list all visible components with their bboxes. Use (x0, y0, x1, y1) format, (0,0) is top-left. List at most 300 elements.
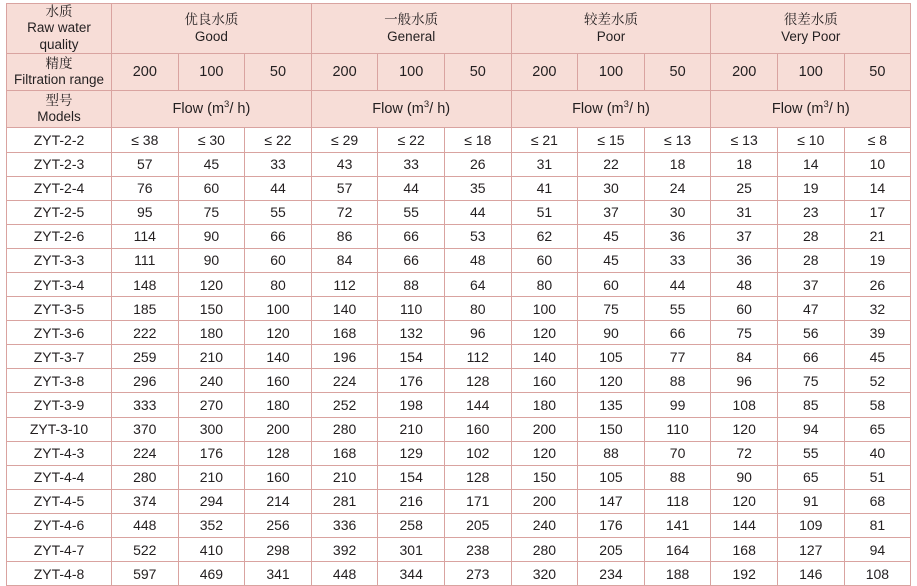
cell-flow-value: 110 (378, 297, 445, 321)
header-cell-range-value: 50 (444, 54, 511, 91)
cell-flow-value: 214 (245, 489, 312, 513)
cell-flow-value: 240 (511, 513, 578, 537)
cell-flow-value: 65 (844, 417, 911, 441)
table-row (7, 417, 911, 441)
table-row (7, 176, 911, 200)
header-cell-range-value: 100 (378, 54, 445, 91)
label-cn: 型号 (45, 92, 73, 108)
cell-model: ZYT-4-5 (7, 489, 112, 513)
cell-flow-value: 105 (578, 345, 645, 369)
cell-flow-value: ≤ 21 (511, 128, 578, 152)
cell-flow-value: 150 (511, 465, 578, 489)
table-row (7, 200, 911, 224)
cell-flow-value: 75 (578, 297, 645, 321)
cell-flow-value: 132 (378, 321, 445, 345)
cell-flow-value: 154 (378, 465, 445, 489)
cell-flow-value: 108 (711, 393, 778, 417)
cell-flow-value: 24 (644, 176, 711, 200)
cell-flow-value: 88 (578, 441, 645, 465)
cell-flow-value: 19 (844, 248, 911, 272)
cell-flow-value: 300 (178, 417, 245, 441)
cell-flow-value: 112 (444, 345, 511, 369)
label-en: Poor (596, 28, 626, 44)
cell-flow-value: 128 (444, 369, 511, 393)
table-row (7, 513, 911, 537)
header-cell-flow-poor (511, 91, 711, 128)
cell-flow-value: 140 (511, 345, 578, 369)
cell-flow-value: 52 (844, 369, 911, 393)
cell-flow-value: 25 (711, 176, 778, 200)
table-row (7, 393, 911, 417)
cell-flow-value: 147 (578, 489, 645, 513)
cell-flow-value: 216 (378, 489, 445, 513)
cell-flow-value: 129 (378, 441, 445, 465)
cell-flow-value: 296 (112, 369, 179, 393)
cell-flow-value: 448 (311, 562, 378, 586)
cell-flow-value: 26 (444, 152, 511, 176)
cell-model: ZYT-3-5 (7, 297, 112, 321)
table-row (7, 489, 911, 513)
cell-flow-value: 80 (245, 272, 312, 296)
cell-flow-value: 75 (711, 321, 778, 345)
cell-flow-value: 333 (112, 393, 179, 417)
table-row (7, 128, 911, 152)
cell-flow-value: 66 (378, 224, 445, 248)
cell-flow-value: 84 (711, 345, 778, 369)
cell-flow-value: 120 (245, 321, 312, 345)
cell-flow-value: 259 (112, 345, 179, 369)
cell-flow-value: 210 (178, 465, 245, 489)
cell-flow-value: 28 (777, 248, 844, 272)
cell-model: ZYT-3-6 (7, 321, 112, 345)
cell-flow-value: 280 (112, 465, 179, 489)
flow-unit-label: Flow ($m^3/$ h) (771, 99, 850, 118)
cell-flow-value: 80 (511, 272, 578, 296)
cell-model: ZYT-3-3 (7, 248, 112, 272)
cell-flow-value: 68 (844, 489, 911, 513)
cell-flow-value: 26 (844, 272, 911, 296)
cell-flow-value: 200 (511, 489, 578, 513)
flow-unit-label: Flow ($m^3/$ h) (572, 99, 650, 118)
cell-flow-value: 176 (178, 441, 245, 465)
cell-flow-value: 66 (378, 248, 445, 272)
cell-flow-value: 58 (844, 393, 911, 417)
cell-flow-value: 370 (112, 417, 179, 441)
cell-flow-value: 135 (578, 393, 645, 417)
cell-flow-value: 392 (311, 538, 378, 562)
cell-flow-value: 100 (245, 297, 312, 321)
cell-model: ZYT-2-6 (7, 224, 112, 248)
cell-flow-value: 66 (777, 345, 844, 369)
cell-flow-value: 160 (511, 369, 578, 393)
cell-flow-value: 55 (644, 297, 711, 321)
cell-model: ZYT-2-4 (7, 176, 112, 200)
cell-model: ZYT-4-7 (7, 538, 112, 562)
cell-flow-value: 37 (777, 272, 844, 296)
table-row (7, 224, 911, 248)
label-en: Raw water quality (27, 20, 91, 52)
cell-flow-value: 75 (777, 369, 844, 393)
cell-flow-value: 62 (511, 224, 578, 248)
cell-flow-value: 185 (112, 297, 179, 321)
cell-flow-value: 96 (711, 369, 778, 393)
cell-flow-value: 77 (644, 345, 711, 369)
cell-flow-value: 180 (178, 321, 245, 345)
cell-flow-value: 140 (245, 345, 312, 369)
cell-flow-value: 47 (777, 297, 844, 321)
cell-flow-value: 222 (112, 321, 179, 345)
cell-flow-value: 192 (711, 562, 778, 586)
cell-flow-value: 120 (511, 321, 578, 345)
header-cell-range-value: 50 (644, 54, 711, 91)
cell-flow-value: 210 (178, 345, 245, 369)
cell-flow-value: 43 (311, 152, 378, 176)
header-row-filtration-range (7, 54, 911, 91)
cell-flow-value: 294 (178, 489, 245, 513)
cell-flow-value: 301 (378, 538, 445, 562)
cell-flow-value: 41 (511, 176, 578, 200)
cell-flow-value: 88 (644, 369, 711, 393)
table-row (7, 297, 911, 321)
table-row (7, 321, 911, 345)
cell-flow-value: 70 (644, 441, 711, 465)
cell-flow-value: 90 (578, 321, 645, 345)
cell-flow-value: 180 (245, 393, 312, 417)
cell-flow-value: 258 (378, 513, 445, 537)
cell-flow-value: 105 (578, 465, 645, 489)
header-cell-range-value: 200 (711, 54, 778, 91)
cell-flow-value: ≤ 18 (444, 128, 511, 152)
cell-flow-value: 109 (777, 513, 844, 537)
cell-flow-value: 57 (112, 152, 179, 176)
cell-flow-value: 84 (311, 248, 378, 272)
cell-flow-value: 120 (178, 272, 245, 296)
cell-model: ZYT-2-5 (7, 200, 112, 224)
cell-model: ZYT-2-2 (7, 128, 112, 152)
cell-model: ZYT-4-8 (7, 562, 112, 586)
cell-flow-value: 36 (711, 248, 778, 272)
cell-flow-value: 45 (578, 248, 645, 272)
cell-flow-value: 141 (644, 513, 711, 537)
cell-flow-value: 160 (245, 465, 312, 489)
cell-flow-value: 410 (178, 538, 245, 562)
cell-flow-value: 150 (578, 417, 645, 441)
label-en: Very Poor (781, 28, 841, 44)
cell-flow-value: 44 (444, 200, 511, 224)
cell-flow-value: 140 (311, 297, 378, 321)
cell-flow-value: 85 (777, 393, 844, 417)
label-en: Good (194, 28, 228, 44)
cell-flow-value: 39 (844, 321, 911, 345)
cell-flow-value: 374 (112, 489, 179, 513)
header-cell-quality-good (112, 4, 312, 54)
table-row (7, 248, 911, 272)
cell-flow-value: 60 (245, 248, 312, 272)
table-row (7, 272, 911, 296)
cell-flow-value: 32 (844, 297, 911, 321)
cell-flow-value: ≤ 15 (578, 128, 645, 152)
cell-flow-value: 22 (578, 152, 645, 176)
cell-flow-value: 95 (112, 200, 179, 224)
cell-flow-value: 234 (578, 562, 645, 586)
cell-flow-value: 120 (511, 441, 578, 465)
cell-flow-value: 90 (178, 224, 245, 248)
cell-model: ZYT-4-6 (7, 513, 112, 537)
cell-flow-value: 120 (578, 369, 645, 393)
cell-model: ZYT-4-3 (7, 441, 112, 465)
cell-flow-value: 10 (844, 152, 911, 176)
cell-flow-value: 205 (444, 513, 511, 537)
cell-flow-value: 30 (578, 176, 645, 200)
table-row (7, 441, 911, 465)
cell-flow-value: 160 (245, 369, 312, 393)
cell-flow-value: 44 (245, 176, 312, 200)
header-cell-range-value: 200 (511, 54, 578, 91)
header-cell-range-value: 100 (178, 54, 245, 91)
cell-flow-value: ≤ 30 (178, 128, 245, 152)
cell-flow-value: 111 (112, 248, 179, 272)
cell-flow-value: 280 (511, 538, 578, 562)
cell-flow-value: 154 (378, 345, 445, 369)
cell-flow-value: 51 (844, 465, 911, 489)
cell-flow-value: 210 (311, 465, 378, 489)
cell-flow-value: 80 (444, 297, 511, 321)
cell-flow-value: 51 (511, 200, 578, 224)
label-en: General (387, 28, 436, 44)
header-cell-filtration-range (7, 54, 112, 91)
cell-flow-value: 522 (112, 538, 179, 562)
cell-flow-value: 112 (311, 272, 378, 296)
cell-flow-value: 75 (178, 200, 245, 224)
cell-model: ZYT-3-9 (7, 393, 112, 417)
label-cn: 优良水质 (184, 12, 239, 28)
cell-flow-value: 448 (112, 513, 179, 537)
cell-flow-value: 341 (245, 562, 312, 586)
cell-flow-value: 33 (245, 152, 312, 176)
cell-flow-value: 44 (378, 176, 445, 200)
cell-flow-value: 88 (644, 465, 711, 489)
cell-flow-value: 19 (777, 176, 844, 200)
cell-model: ZYT-3-7 (7, 345, 112, 369)
cell-flow-value: 23 (777, 200, 844, 224)
cell-flow-value: 96 (444, 321, 511, 345)
cell-flow-value: 168 (311, 321, 378, 345)
cell-flow-value: 65 (777, 465, 844, 489)
cell-flow-value: 90 (178, 248, 245, 272)
cell-flow-value: 60 (178, 176, 245, 200)
cell-flow-value: 37 (578, 200, 645, 224)
cell-model: ZYT-3-10 (7, 417, 112, 441)
cell-flow-value: 188 (644, 562, 711, 586)
cell-flow-value: 298 (245, 538, 312, 562)
cell-flow-value: ≤ 22 (245, 128, 312, 152)
cell-flow-value: 86 (311, 224, 378, 248)
cell-flow-value: 196 (311, 345, 378, 369)
header-cell-range-value: 50 (245, 54, 312, 91)
cell-flow-value: 168 (311, 441, 378, 465)
cell-flow-value: 72 (311, 200, 378, 224)
header-cell-models (7, 91, 112, 128)
cell-flow-value: 176 (578, 513, 645, 537)
cell-flow-value: 200 (245, 417, 312, 441)
cell-flow-value: 66 (245, 224, 312, 248)
header-cell-raw-water-quality (7, 4, 112, 54)
cell-flow-value: 281 (311, 489, 378, 513)
cell-flow-value: 164 (644, 538, 711, 562)
cell-flow-value: 35 (444, 176, 511, 200)
cell-flow-value: 120 (711, 489, 778, 513)
cell-flow-value: ≤ 13 (711, 128, 778, 152)
cell-flow-value: 273 (444, 562, 511, 586)
cell-flow-value: ≤ 10 (777, 128, 844, 152)
header-cell-flow-good (112, 91, 312, 128)
cell-flow-value: 144 (711, 513, 778, 537)
label-en: Models (37, 109, 81, 125)
cell-flow-value: 88 (378, 272, 445, 296)
cell-flow-value: 17 (844, 200, 911, 224)
cell-flow-value: 37 (711, 224, 778, 248)
cell-flow-value: 14 (777, 152, 844, 176)
table-row (7, 369, 911, 393)
cell-flow-value: 81 (844, 513, 911, 537)
cell-flow-value: 150 (178, 297, 245, 321)
cell-flow-value: 224 (311, 369, 378, 393)
cell-flow-value: 31 (711, 200, 778, 224)
cell-flow-value: 469 (178, 562, 245, 586)
cell-flow-value: 597 (112, 562, 179, 586)
cell-flow-value: 224 (112, 441, 179, 465)
cell-flow-value: 66 (644, 321, 711, 345)
cell-flow-value: 31 (511, 152, 578, 176)
cell-flow-value: 280 (311, 417, 378, 441)
header-cell-flow-general (311, 91, 511, 128)
cell-flow-value: 128 (245, 441, 312, 465)
specification-table (6, 3, 911, 586)
cell-flow-value: 205 (578, 538, 645, 562)
cell-flow-value: 60 (711, 297, 778, 321)
cell-flow-value: 36 (644, 224, 711, 248)
table-row (7, 465, 911, 489)
cell-flow-value: 99 (644, 393, 711, 417)
cell-flow-value: 33 (644, 248, 711, 272)
cell-flow-value: 48 (444, 248, 511, 272)
cell-flow-value: 160 (444, 417, 511, 441)
cell-flow-value: 56 (777, 321, 844, 345)
cell-flow-value: 102 (444, 441, 511, 465)
cell-flow-value: 127 (777, 538, 844, 562)
cell-flow-value: 168 (711, 538, 778, 562)
cell-flow-value: ≤ 38 (112, 128, 179, 152)
cell-flow-value: 198 (378, 393, 445, 417)
cell-flow-value: 48 (711, 272, 778, 296)
cell-flow-value: 60 (578, 272, 645, 296)
header-cell-quality-general (311, 4, 511, 54)
label-cn: 精度 (45, 55, 73, 71)
flow-unit-label: Flow ($m^3/$ h) (172, 99, 251, 118)
cell-flow-value: 57 (311, 176, 378, 200)
cell-flow-value: 90 (711, 465, 778, 489)
table-body (7, 128, 911, 586)
cell-flow-value: 33 (378, 152, 445, 176)
header-cell-range-value: 200 (311, 54, 378, 91)
cell-flow-value: ≤ 8 (844, 128, 911, 152)
cell-model: ZYT-4-4 (7, 465, 112, 489)
cell-flow-value: 144 (444, 393, 511, 417)
cell-flow-value: 53 (444, 224, 511, 248)
cell-flow-value: 256 (245, 513, 312, 537)
cell-flow-value: 18 (644, 152, 711, 176)
header-cell-range-value: 200 (112, 54, 179, 91)
flow-unit-label: Flow ($m^3/$ h) (372, 99, 451, 118)
cell-flow-value: 45 (578, 224, 645, 248)
table-row (7, 345, 911, 369)
cell-flow-value: 128 (444, 465, 511, 489)
label-cn: 较差水质 (583, 12, 638, 28)
cell-flow-value: 94 (844, 538, 911, 562)
cell-flow-value: 320 (511, 562, 578, 586)
header-cell-range-value: 100 (777, 54, 844, 91)
cell-flow-value: 352 (178, 513, 245, 537)
cell-flow-value: 60 (511, 248, 578, 272)
header-cell-quality-poor (511, 4, 711, 54)
table-row (7, 152, 911, 176)
cell-flow-value: 44 (644, 272, 711, 296)
cell-flow-value: 30 (644, 200, 711, 224)
label-cn: 一般水质 (384, 12, 439, 28)
label-cn: 很差水质 (783, 12, 838, 28)
cell-flow-value: 18 (711, 152, 778, 176)
cell-flow-value: ≤ 22 (378, 128, 445, 152)
cell-flow-value: 55 (777, 441, 844, 465)
cell-flow-value: 120 (711, 417, 778, 441)
cell-flow-value: 114 (112, 224, 179, 248)
cell-flow-value: ≤ 13 (644, 128, 711, 152)
cell-flow-value: 176 (378, 369, 445, 393)
cell-flow-value: 76 (112, 176, 179, 200)
header-cell-range-value: 100 (578, 54, 645, 91)
cell-flow-value: 55 (378, 200, 445, 224)
cell-flow-value: 210 (378, 417, 445, 441)
cell-flow-value: 240 (178, 369, 245, 393)
cell-flow-value: 180 (511, 393, 578, 417)
cell-model: ZYT-3-4 (7, 272, 112, 296)
table-row (7, 562, 911, 586)
cell-flow-value: 110 (644, 417, 711, 441)
cell-flow-value: 45 (844, 345, 911, 369)
label-en: Filtration range (13, 72, 105, 88)
cell-flow-value: 108 (844, 562, 911, 586)
table-row (7, 538, 911, 562)
cell-flow-value: 252 (311, 393, 378, 417)
cell-flow-value: 171 (444, 489, 511, 513)
cell-flow-value: 336 (311, 513, 378, 537)
header-cell-range-value: 50 (844, 54, 911, 91)
cell-flow-value: ≤ 29 (311, 128, 378, 152)
header-row-water-quality (7, 4, 911, 54)
cell-flow-value: 45 (178, 152, 245, 176)
label-cn: 水质 (45, 4, 73, 19)
cell-flow-value: 148 (112, 272, 179, 296)
cell-flow-value: 344 (378, 562, 445, 586)
cell-flow-value: 200 (511, 417, 578, 441)
cell-flow-value: 238 (444, 538, 511, 562)
cell-flow-value: 14 (844, 176, 911, 200)
cell-flow-value: 94 (777, 417, 844, 441)
cell-flow-value: 118 (644, 489, 711, 513)
cell-flow-value: 270 (178, 393, 245, 417)
cell-flow-value: 28 (777, 224, 844, 248)
cell-flow-value: 72 (711, 441, 778, 465)
